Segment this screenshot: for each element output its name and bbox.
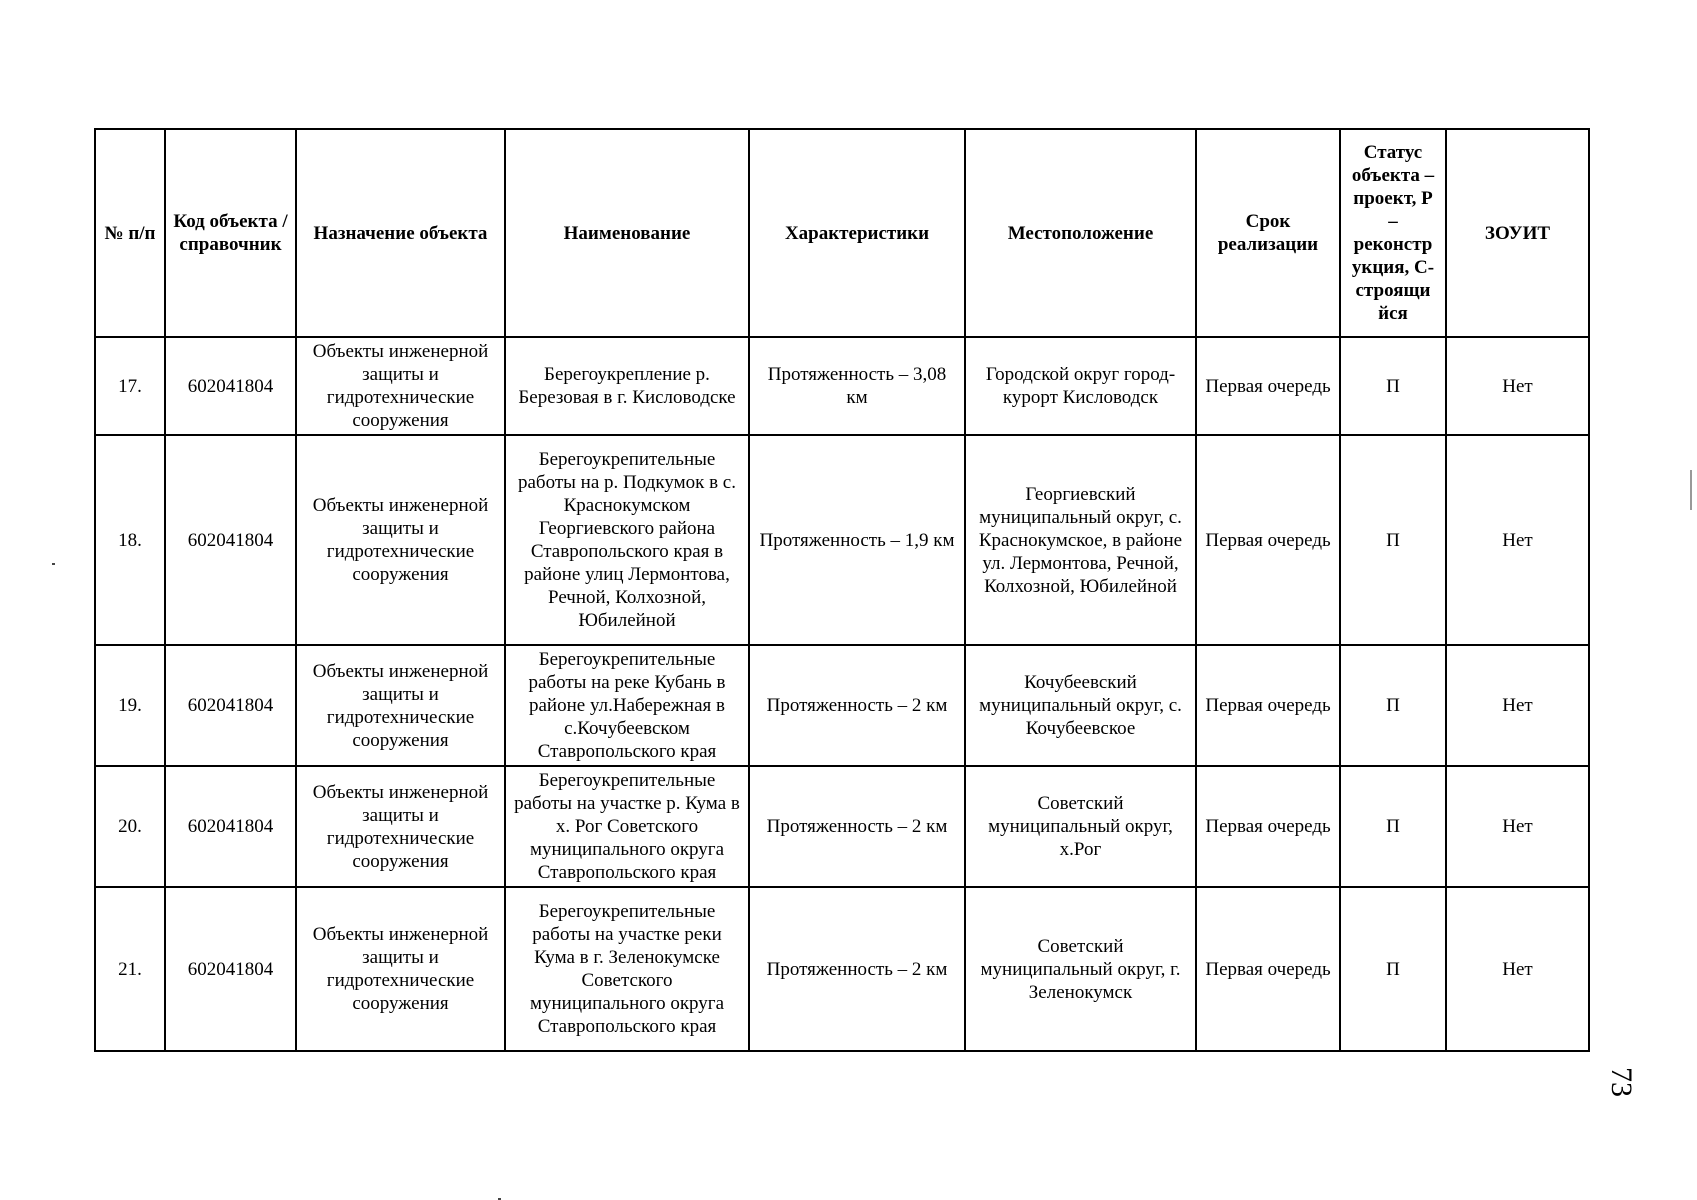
table-row — [95, 337, 1589, 435]
cell-num: 17. — [95, 337, 165, 435]
cell-characteristics: Протяженность – 2 км — [749, 766, 965, 887]
table-row — [95, 887, 1589, 1051]
header-term: Срок реализации — [1196, 129, 1340, 337]
header-name: Наименование — [505, 129, 749, 337]
cell-code: 602041804 — [165, 887, 296, 1051]
cell-code: 602041804 — [165, 766, 296, 887]
cell-zouit: Нет — [1446, 766, 1589, 887]
cell-purpose: Объекты инженерной защиты и гидротехнические сооружения — [296, 887, 505, 1051]
cell-status: П — [1340, 766, 1446, 887]
cell-zouit: Нет — [1446, 337, 1589, 435]
cell-name: Берегоукрепительные работы на р. Подкумок в с. Краснокумском Георгиевского района Ставропольского края в районе улиц Лермонтова, Речной, Колхозной, Юбилейной — [505, 435, 749, 645]
cell-zouit: Нет — [1446, 435, 1589, 645]
cell-term: Первая очередь — [1196, 887, 1340, 1051]
header-zouit: ЗОУИТ — [1446, 129, 1589, 337]
cell-location: Городской округ город-курорт Кисловодск — [965, 337, 1196, 435]
cell-location: Советский муниципальный округ, х.Рог — [965, 766, 1196, 887]
table-row — [95, 766, 1589, 887]
cell-zouit: Нет — [1446, 645, 1589, 766]
cell-name: Берегоукрепление р. Березовая в г. Кисловодске — [505, 337, 749, 435]
cell-num: 21. — [95, 887, 165, 1051]
cell-characteristics: Протяженность – 3,08 км — [749, 337, 965, 435]
table-header-row — [95, 129, 1589, 337]
cell-status: П — [1340, 645, 1446, 766]
scan-speck — [52, 563, 55, 565]
cell-purpose: Объекты инженерной защиты и гидротехнические сооружения — [296, 435, 505, 645]
page-number: 73 — [1605, 1067, 1638, 1097]
cell-code: 602041804 — [165, 435, 296, 645]
cell-term: Первая очередь — [1196, 337, 1340, 435]
cell-purpose: Объекты инженерной защиты и гидротехнические сооружения — [296, 645, 505, 766]
header-code: Код объекта / справочник — [165, 129, 296, 337]
cell-zouit: Нет — [1446, 887, 1589, 1051]
cell-status: П — [1340, 887, 1446, 1051]
cell-code: 602041804 — [165, 337, 296, 435]
cell-num: 19. — [95, 645, 165, 766]
margin-mark — [1690, 470, 1692, 510]
table-row — [95, 435, 1589, 645]
cell-name: Берегоукрепительные работы на реке Кубань в районе ул.Набережная в с.Кочубеевском Ставропольского края — [505, 645, 749, 766]
cell-term: Первая очередь — [1196, 435, 1340, 645]
header-purpose: Назначение объекта — [296, 129, 505, 337]
cell-location: Советский муниципальный округ, г. Зеленокумск — [965, 887, 1196, 1051]
cell-status: П — [1340, 337, 1446, 435]
header-status: Статус объекта – проект, Р – реконстр укция, С- строящи йся — [1340, 129, 1446, 337]
cell-location: Георгиевский муниципальный округ, с. Краснокумское, в районе ул. Лермонтова, Речной, Колхозной, Юбилейной — [965, 435, 1196, 645]
table-row — [95, 645, 1589, 766]
cell-characteristics: Протяженность – 2 км — [749, 887, 965, 1051]
cell-status: П — [1340, 435, 1446, 645]
cell-num: 20. — [95, 766, 165, 887]
header-characteristics: Характеристики — [749, 129, 965, 337]
cell-code: 602041804 — [165, 645, 296, 766]
cell-name: Берегоукрепительные работы на участке р. Кума в х. Рог Советского муниципального округа Ставропольского края — [505, 766, 749, 887]
cell-term: Первая очередь — [1196, 645, 1340, 766]
cell-purpose: Объекты инженерной защиты и гидротехнические сооружения — [296, 337, 505, 435]
cell-characteristics: Протяженность – 1,9 км — [749, 435, 965, 645]
cell-purpose: Объекты инженерной защиты и гидротехнические сооружения — [296, 766, 505, 887]
cell-name: Берегоукрепительные работы на участке реки Кума в г. Зеленокумске Советского муниципального округа Ставропольского края — [505, 887, 749, 1051]
header-location: Местоположение — [965, 129, 1196, 337]
cell-characteristics: Протяженность – 2 км — [749, 645, 965, 766]
header-num: № п/п — [95, 129, 165, 337]
cell-num: 18. — [95, 435, 165, 645]
cell-location: Кочубеевский муниципальный округ, с. Кочубеевское — [965, 645, 1196, 766]
cell-term: Первая очередь — [1196, 766, 1340, 887]
objects-table — [94, 128, 1590, 1052]
